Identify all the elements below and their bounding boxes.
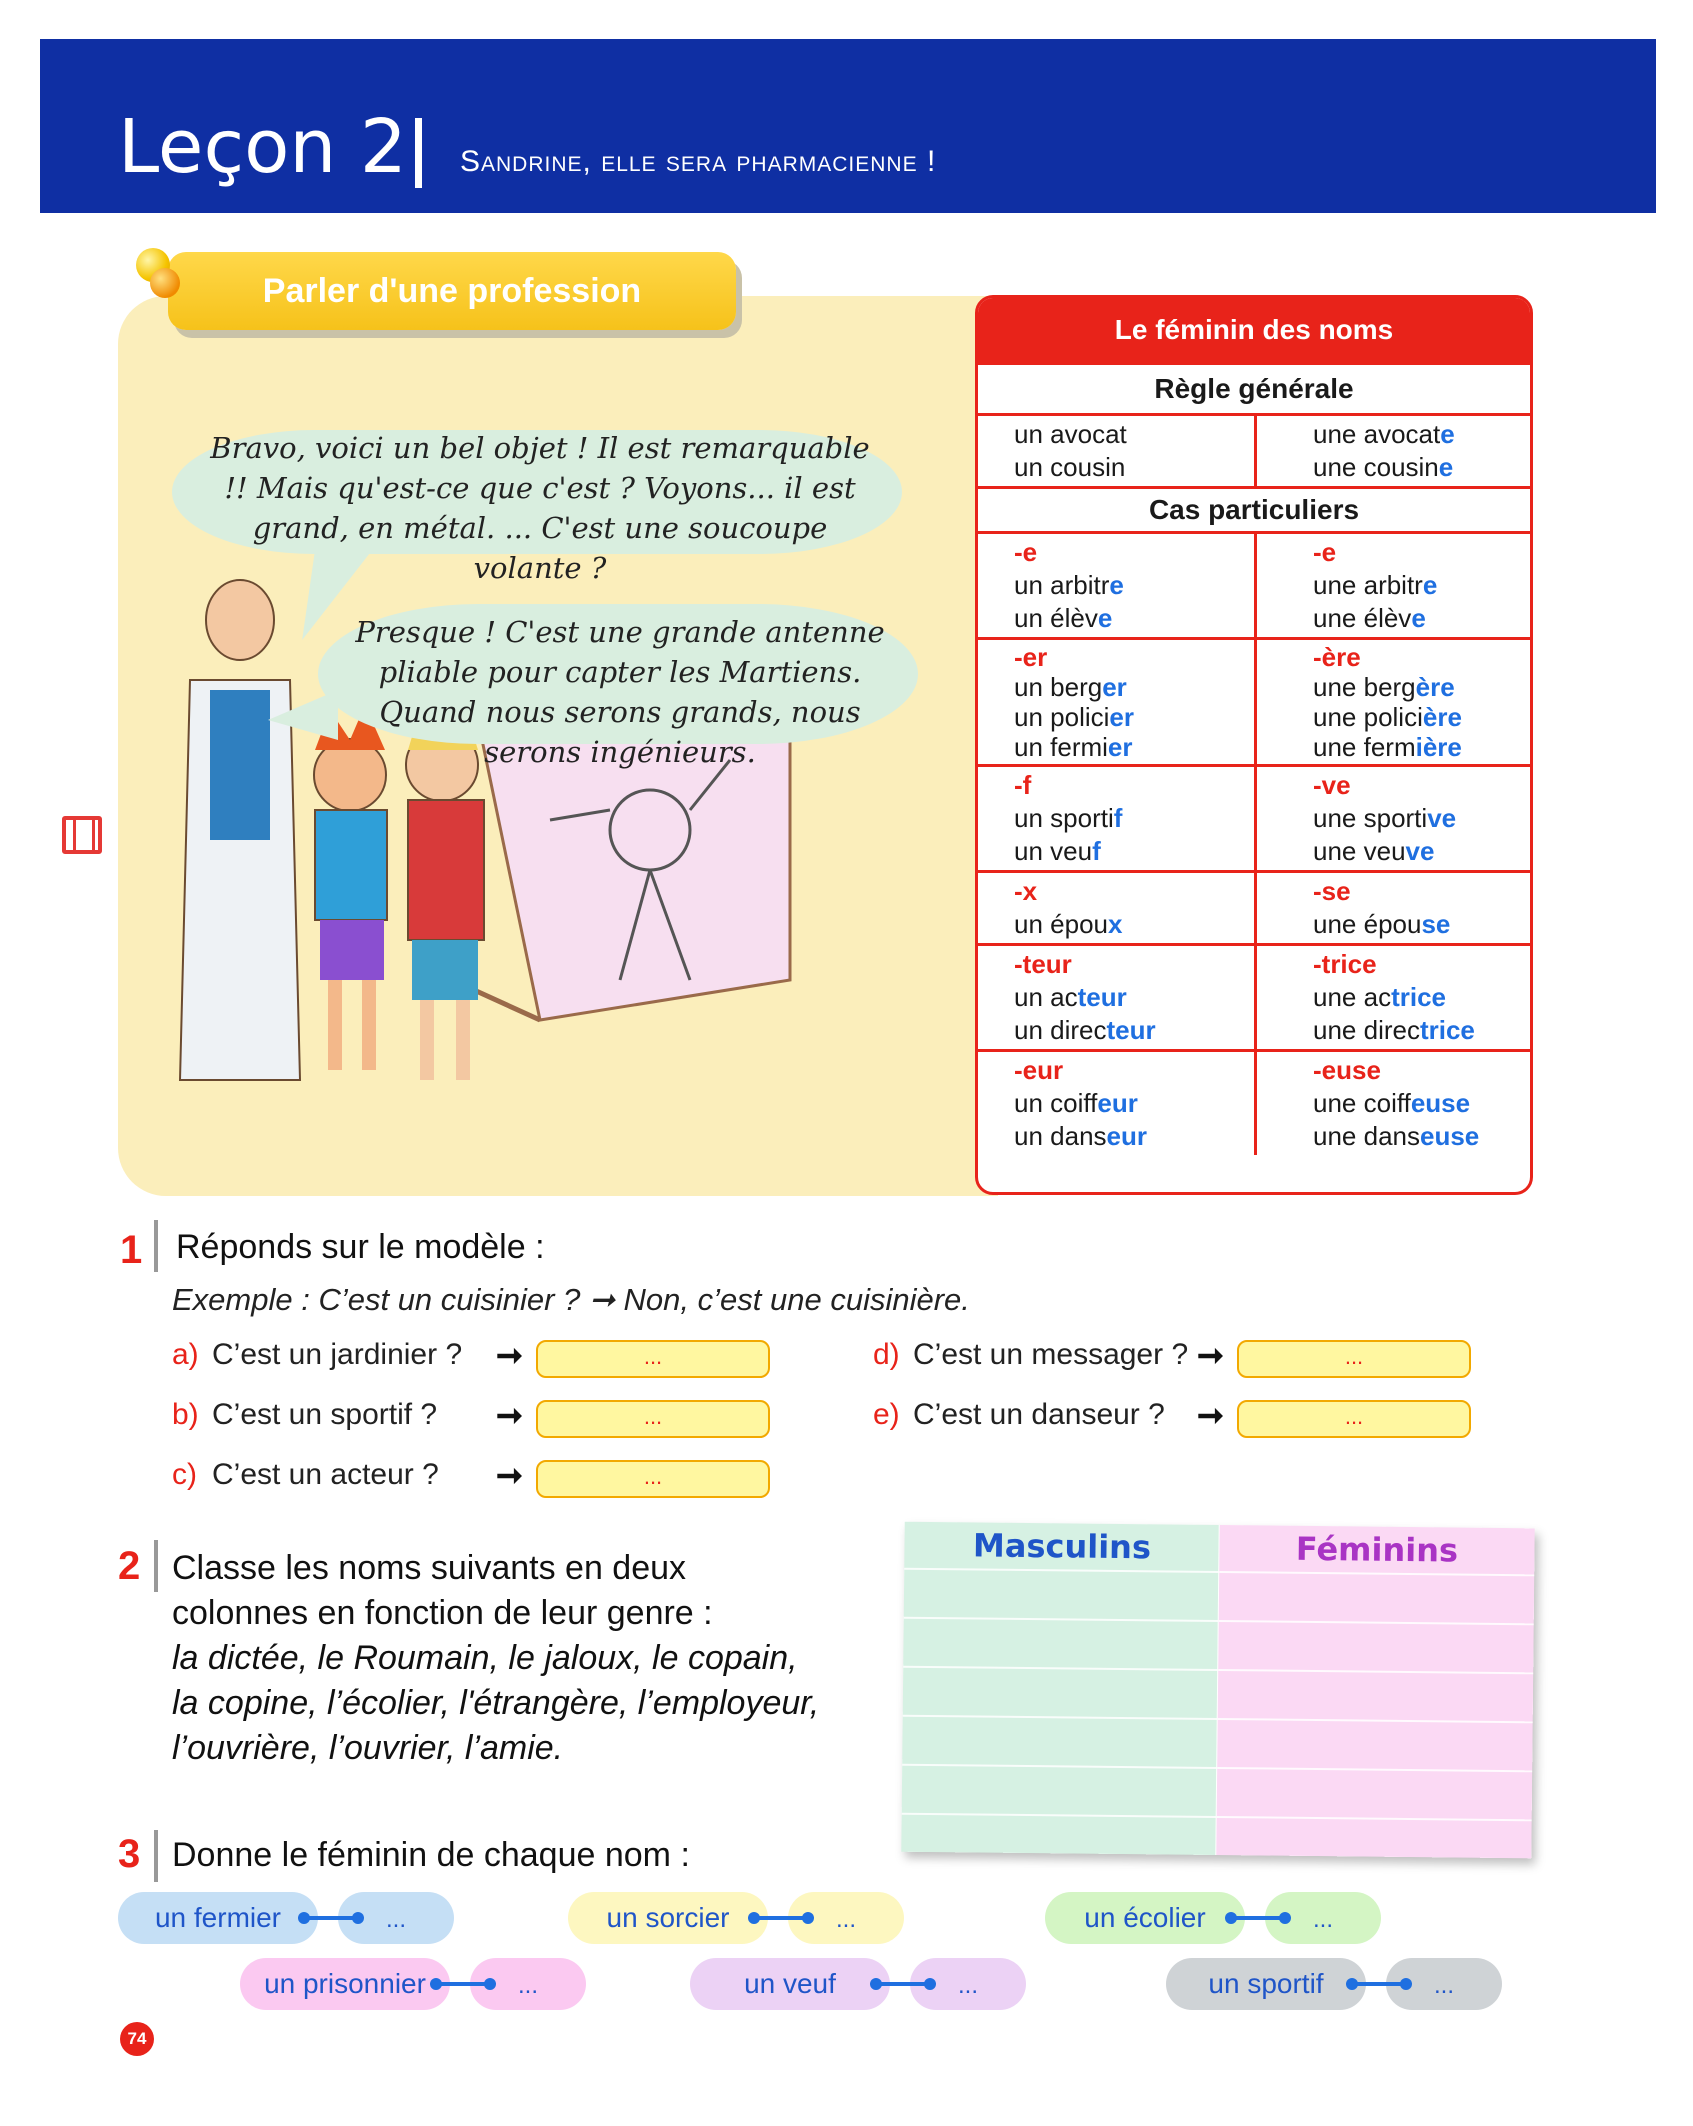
word-entry	[1014, 672, 1254, 702]
masculine-column	[978, 416, 1254, 486]
word-stem: une polici	[1313, 702, 1423, 732]
suffix-group-row	[978, 873, 1530, 946]
topic-label: Parler d'une profession	[262, 272, 642, 310]
word-entry	[1014, 732, 1254, 762]
feminine-column	[1254, 416, 1530, 486]
feminine-nouns-table	[975, 295, 1533, 1195]
masculine-column[interactable]	[901, 1522, 1219, 1855]
word-stem: une berg	[1313, 672, 1416, 702]
suffix-label: -ère	[1313, 642, 1361, 672]
answer-input[interactable]: ...	[1237, 1400, 1471, 1438]
word-entry	[1014, 1087, 1254, 1120]
word-entry	[1014, 1120, 1254, 1153]
connector-line	[754, 1916, 808, 1920]
connector-dot	[802, 1912, 814, 1924]
word-ending: er	[1107, 732, 1133, 762]
word-ending: e	[1109, 570, 1124, 600]
suffix-label: -f	[1014, 770, 1032, 800]
suffix-group-row	[978, 767, 1530, 873]
exercise-divider	[154, 1830, 158, 1882]
word-pill: un veuf	[690, 1958, 890, 2010]
connector-dot	[870, 1978, 882, 1990]
word-stem: une ac	[1313, 982, 1392, 1012]
connector-dot	[484, 1978, 496, 1990]
answer-pill[interactable]: ...	[910, 1958, 1026, 2010]
word-ending: ve	[1427, 803, 1457, 833]
masculine-column	[978, 640, 1254, 764]
exercise-divider	[154, 1220, 158, 1272]
question-letter: d)	[873, 1338, 900, 1371]
word-entry	[1313, 732, 1530, 762]
word-entry	[1014, 451, 1254, 484]
word-entry	[1014, 835, 1254, 868]
question-letter: c)	[172, 1458, 197, 1491]
connector-dot	[1225, 1912, 1237, 1924]
answer-line[interactable]	[903, 1666, 1218, 1718]
general-rule-row	[978, 416, 1530, 489]
word-entry	[1014, 908, 1254, 941]
lesson-subtitle: Sandrine, elle sera pharmacienne !	[460, 145, 937, 178]
connector-dot	[1279, 1912, 1291, 1924]
masculine-column	[978, 946, 1254, 1049]
word-ending: ère	[1422, 702, 1462, 732]
word-ending: teur	[1077, 982, 1127, 1012]
word-stem: un dans	[1014, 1121, 1107, 1151]
word-stem: une cousin	[1313, 452, 1439, 482]
word-stem: une sporti	[1313, 803, 1428, 833]
word-entry	[1014, 569, 1254, 602]
feminine-column	[1254, 767, 1530, 870]
word-ending: e	[1411, 603, 1426, 633]
film-icon[interactable]	[62, 816, 102, 854]
answer-input[interactable]: ...	[536, 1340, 770, 1378]
word-entry	[1313, 981, 1530, 1014]
table-title: Le féminin des noms	[978, 298, 1530, 362]
page-number: 74	[120, 2022, 154, 2056]
professor-dialogue: Bravo, voici un bel objet ! Il est remarquable !! Mais qu'est-ce que c'est ? Voyons... il est grand, en métal. ... C'est une soucoupe volante ?	[210, 431, 870, 585]
exercise-title: Réponds sur le modèle :	[176, 1228, 545, 1266]
word-entry	[1313, 418, 1530, 451]
word-stem: une avocat	[1313, 419, 1441, 449]
feminine-header: Féminins	[1295, 1529, 1459, 1570]
word-list-line: la dictée, le Roumain, le jaloux, le copain,	[172, 1639, 798, 1677]
suffix-group-row	[978, 534, 1530, 640]
word-stem: une direc	[1313, 1015, 1420, 1045]
answer-line[interactable]	[1217, 1718, 1532, 1770]
arrow-icon: ➞	[1197, 1337, 1224, 1373]
answer-line[interactable]	[902, 1764, 1217, 1816]
exercise-number: 1	[120, 1228, 143, 1272]
feminine-column[interactable]	[1216, 1525, 1534, 1858]
feminine-column	[1254, 946, 1530, 1049]
arrow-icon: ➞	[496, 1397, 523, 1433]
lesson-title: Leçon 2	[118, 104, 407, 190]
word-list-line: l’ouvrière, l’ouvrier, l’amie.	[172, 1729, 564, 1767]
word-entry	[1313, 1120, 1530, 1153]
answer-line[interactable]	[1217, 1767, 1532, 1819]
word-pill: un fermier	[118, 1892, 318, 1944]
suffix-label: -euse	[1313, 1055, 1381, 1085]
word-stem: une veu	[1313, 836, 1406, 866]
word-ending: e	[1440, 419, 1455, 449]
word-pill: un prisonnier	[240, 1958, 450, 2010]
word-entry	[1313, 569, 1530, 602]
gender-sort-card	[901, 1522, 1534, 1859]
word-ending: er	[1102, 672, 1127, 702]
connector-dot	[430, 1978, 442, 1990]
word-ending: teur	[1106, 1015, 1156, 1045]
word-entry	[1313, 1014, 1530, 1047]
exercise-example: Exemple : C’est un cuisinier ? ➞ Non, c’est une cuisinière.	[172, 1282, 970, 1317]
word-entry	[1014, 418, 1254, 451]
masculine-header: Masculins	[972, 1526, 1152, 1567]
word-ending: ère	[1415, 672, 1455, 702]
exercise-title: Donne le féminin de chaque nom :	[172, 1836, 690, 1874]
connector-dot	[1346, 1978, 1358, 1990]
answer-line[interactable]	[1219, 1571, 1534, 1623]
suffix-label: -er	[1014, 642, 1048, 672]
feminine-column	[1254, 534, 1530, 637]
feminine-column	[1254, 1052, 1530, 1155]
word-stem: une ferm	[1313, 732, 1416, 762]
answer-pill[interactable]: ...	[788, 1892, 904, 1944]
word-stem: un berg	[1014, 672, 1103, 702]
instruction-line: Classe les noms suivants en deux	[172, 1549, 687, 1587]
word-ending: trice	[1419, 1015, 1475, 1045]
word-stem: un veu	[1014, 836, 1093, 866]
masculine-column	[978, 767, 1254, 870]
masculine-column	[978, 873, 1254, 943]
word-stem: un polici	[1014, 702, 1110, 732]
question-text: C’est un danseur ?	[913, 1398, 1165, 1431]
exercise-number: 3	[118, 1832, 141, 1876]
special-cases-groups	[978, 534, 1530, 1155]
connector-line	[876, 1982, 930, 1986]
word-stem: un direc	[1014, 1015, 1107, 1045]
instruction-line: colonnes en fonction de leur genre :	[172, 1594, 713, 1632]
word-stem: un fermi	[1014, 732, 1108, 762]
word-ending: se	[1421, 909, 1451, 939]
connector-dot	[924, 1978, 936, 1990]
suffix-label: -e	[1014, 537, 1038, 567]
word-stem: un avocat	[1014, 419, 1127, 449]
word-ending: f	[1092, 836, 1101, 866]
word-stem: un ac	[1014, 982, 1078, 1012]
word-stem: un sporti	[1014, 803, 1114, 833]
word-entry	[1313, 908, 1530, 941]
word-entry	[1313, 602, 1530, 635]
answer-line[interactable]	[903, 1617, 1218, 1669]
word-entry	[1014, 702, 1254, 732]
arrow-icon: ➞	[1197, 1397, 1224, 1433]
answer-pill[interactable]: ...	[1265, 1892, 1381, 1944]
word-entry	[1313, 672, 1530, 702]
word-stem: une coiff	[1313, 1088, 1411, 1118]
word-stem: un élèv	[1014, 603, 1098, 633]
exercise-number: 2	[118, 1544, 141, 1588]
question-letter: b)	[172, 1398, 199, 1431]
feminine-column	[1254, 640, 1530, 764]
word-ending: ve	[1405, 836, 1435, 866]
suffix-group-row	[978, 946, 1530, 1052]
question-text: C’est un acteur ?	[212, 1458, 439, 1491]
word-stem: une arbitr	[1313, 570, 1423, 600]
suffix-label: -teur	[1014, 949, 1072, 979]
connector-line	[1352, 1982, 1406, 1986]
word-stem: une élèv	[1313, 603, 1412, 633]
word-ending: f	[1113, 803, 1123, 833]
word-entry	[1313, 451, 1530, 484]
word-ending: e	[1422, 570, 1438, 600]
answer-line[interactable]	[904, 1568, 1219, 1620]
connector-line	[304, 1916, 358, 1920]
word-entry	[1014, 602, 1254, 635]
connector-dot	[1400, 1978, 1412, 1990]
word-stem: un épou	[1014, 909, 1108, 939]
word-stem: un cousin	[1014, 452, 1126, 482]
suffix-group-row	[978, 640, 1530, 767]
special-cases-heading: Cas particuliers	[978, 489, 1530, 534]
answer-line[interactable]	[902, 1715, 1217, 1767]
answer-line[interactable]	[901, 1813, 1216, 1865]
word-list-line: la copine, l’écolier, l'étrangère, l’employeur,	[172, 1684, 820, 1722]
suffix-group-row	[978, 1052, 1530, 1155]
suffix-label: -e	[1313, 537, 1337, 567]
word-entry	[1014, 981, 1254, 1014]
masculine-column	[978, 1052, 1254, 1155]
suffix-label: -ve	[1313, 770, 1351, 800]
word-entry	[1313, 835, 1530, 868]
word-ending: eur	[1097, 1088, 1138, 1118]
question-text: C’est un sportif ?	[212, 1398, 438, 1431]
suffix-label: -x	[1014, 876, 1038, 906]
kids-dialogue: Presque ! C'est une grande antenne pliable pour capter les Martiens. Quand nous serons grands, nous serons ingénieurs.	[355, 615, 885, 769]
exercise-instructions	[172, 1546, 819, 1771]
word-ending: trice	[1391, 982, 1446, 1012]
question-letter: e)	[873, 1398, 900, 1431]
word-entry	[1014, 1014, 1254, 1047]
word-ending: euse	[1410, 1088, 1471, 1118]
word-entry	[1313, 1087, 1530, 1120]
speech-bubble-tail	[268, 690, 338, 740]
answer-pill[interactable]: ...	[1386, 1958, 1502, 2010]
connector-dot	[748, 1912, 760, 1924]
word-ending: e	[1438, 452, 1454, 482]
suffix-label: -se	[1313, 876, 1351, 906]
word-ending: eur	[1106, 1121, 1147, 1151]
word-entry	[1313, 702, 1530, 732]
suffix-label: -trice	[1313, 949, 1377, 979]
answer-input[interactable]: ...	[536, 1400, 770, 1438]
answer-pill[interactable]: ...	[338, 1892, 454, 1944]
connector-dot	[298, 1912, 310, 1924]
word-stem: un arbitr	[1014, 570, 1110, 600]
question-text: C’est un messager ?	[913, 1338, 1189, 1371]
masculine-column	[978, 534, 1254, 637]
word-ending: euse	[1419, 1121, 1480, 1151]
connector-dot	[352, 1912, 364, 1924]
answer-input[interactable]: ...	[1237, 1340, 1471, 1378]
answer-line[interactable]	[1218, 1669, 1533, 1721]
word-stem: un coiff	[1014, 1088, 1098, 1118]
question-letter: a)	[172, 1338, 199, 1371]
word-ending: ière	[1415, 732, 1462, 762]
word-pill: un sportif	[1166, 1958, 1366, 2010]
feminine-column	[1254, 873, 1530, 943]
exercise-divider	[154, 1540, 158, 1592]
word-ending: er	[1109, 702, 1134, 732]
answer-line[interactable]	[1216, 1816, 1531, 1868]
word-entry	[1014, 802, 1254, 835]
answer-input[interactable]: ...	[536, 1460, 770, 1498]
answer-pill[interactable]: ...	[470, 1958, 586, 2010]
connector-line	[1231, 1916, 1285, 1920]
word-stem: une dans	[1313, 1121, 1420, 1151]
connector-line	[436, 1982, 490, 1986]
suffix-label: -eur	[1014, 1055, 1064, 1085]
word-entry	[1313, 802, 1530, 835]
arrow-icon: ➞	[496, 1337, 523, 1373]
header-divider	[415, 118, 422, 188]
general-rule-heading: Règle générale	[978, 362, 1530, 416]
word-pill: un écolier	[1045, 1892, 1245, 1944]
word-pill: un sorcier	[568, 1892, 768, 1944]
word-ending: x	[1107, 909, 1123, 939]
question-text: C’est un jardinier ?	[212, 1338, 463, 1371]
word-ending: e	[1097, 603, 1113, 633]
answer-line[interactable]	[1218, 1620, 1533, 1672]
word-stem: une épou	[1313, 909, 1422, 939]
arrow-icon: ➞	[496, 1457, 523, 1493]
